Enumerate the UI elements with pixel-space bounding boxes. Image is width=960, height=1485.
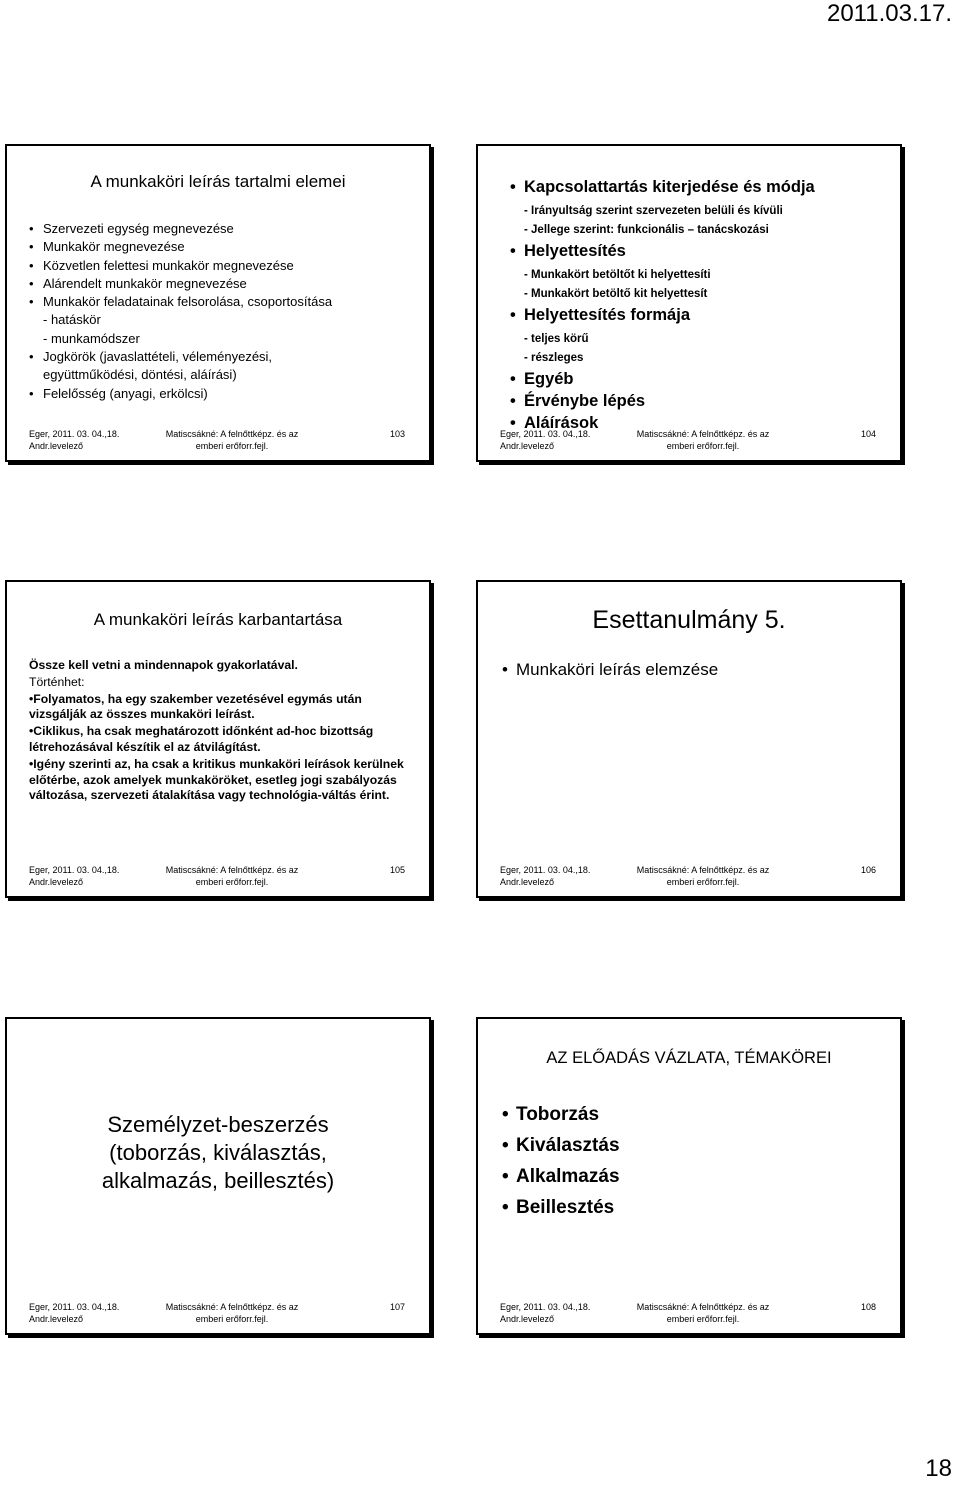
footer-date: Eger, 2011. 03. 04.,18. — [500, 865, 591, 875]
slide-number: 105 — [389, 865, 405, 875]
slide-title — [7, 1111, 429, 1195]
slide-title: AZ ELŐADÁS VÁZLATA, TÉMAKÖREI — [546, 1049, 832, 1067]
slide-footer — [478, 1301, 900, 1327]
title-line: alkalmazás, beillesztés) — [101, 1168, 335, 1193]
bullet-list — [516, 1099, 620, 1223]
slide-title: A munkaköri leírás karbantartása — [93, 610, 343, 629]
list-item: együttműködési, döntési, aláírási) — [43, 367, 237, 383]
slide-number: 104 — [860, 429, 876, 439]
list-subitem: - Irányultság szerint szervezeten belüli és kívüli — [524, 205, 783, 217]
list-subitem: - Jellege szerint: funkcionális – tanácskozási — [524, 224, 769, 236]
title-line: (toborzás, kiválasztás, — [109, 1140, 327, 1165]
footer-course: Andr.levelező — [500, 1314, 555, 1324]
slide-footer — [7, 1301, 429, 1327]
bullet-list — [43, 220, 423, 403]
list-item: • Aláírások — [524, 412, 894, 434]
footer-course: Andr.levelező — [500, 441, 555, 451]
footer-author: Matiscsákné: A felnőttképz. és az — [165, 865, 299, 875]
footer-date: Eger, 2011. 03. 04.,18. — [500, 429, 591, 439]
footer-course: Andr.levelező — [500, 877, 555, 887]
slide-number: 103 — [389, 429, 405, 439]
list-item: • Munkakör megnevezése — [43, 238, 423, 256]
footer-date: Eger, 2011. 03. 04.,18. — [29, 429, 120, 439]
list-item: • Érvénybe lépés — [524, 390, 894, 412]
list-item: • Egyéb — [524, 368, 894, 390]
title-line: Személyzet-beszerzés — [107, 1112, 329, 1137]
footer-date: Eger, 2011. 03. 04.,18. — [500, 1302, 591, 1312]
footer-course: Andr.levelező — [29, 877, 84, 887]
slide-body — [29, 658, 421, 805]
page-number: 18 — [925, 1455, 952, 1482]
footer-date: Eger, 2011. 03. 04.,18. — [29, 865, 120, 875]
footer-subject: emberi erőforr.fejl. — [666, 441, 740, 451]
footer-author: Matiscsákné: A felnőttképz. és az — [636, 429, 770, 439]
slide-number: 108 — [860, 1302, 876, 1312]
bullet-list — [516, 660, 718, 680]
slide-108 — [476, 1017, 902, 1335]
page-date: 2011.03.17. — [826, 0, 952, 27]
slide-106 — [476, 580, 902, 898]
list-item: • Alárendelt munkakör megnevezése — [43, 275, 423, 293]
slide-footer — [478, 428, 900, 454]
paragraph: Össze kell vetni a mindennapok gyakorlatával. — [29, 658, 298, 672]
list-subitem: - Munkakört betöltő kit helyettesít — [524, 288, 708, 300]
list-item: • Helyettesítés — [524, 240, 894, 262]
list-item: • Kapcsolattartás kiterjedése és módja — [524, 176, 894, 198]
slide-footer — [7, 864, 429, 890]
footer-subject: emberi erőforr.fejl. — [195, 1314, 269, 1324]
list-subitem: - Munkakört betöltőt ki helyettesíti — [524, 269, 711, 281]
slide-title: Esettanulmány 5. — [592, 606, 786, 634]
list-item: - munkamódszer — [43, 330, 140, 346]
slide-body — [524, 176, 894, 434]
slide-103 — [5, 144, 431, 462]
paragraph: •Igény szerinti az, ha csak a kritikus munkaköri leírások kerülnek előtérbe, azok amelyek munkaköröket, esetleg jogi szabályozás változása, szervezeti átalakítása vagy technológia-váltás érint. — [29, 756, 404, 803]
footer-subject: emberi erőforr.fejl. — [666, 877, 740, 887]
footer-author: Matiscsákné: A felnőttképz. és az — [165, 1302, 299, 1312]
list-item: • Munkaköri leírás elemzése — [516, 660, 718, 680]
slide-footer — [478, 864, 900, 890]
list-subitem: - részleges — [524, 352, 584, 364]
paragraph: •Folyamatos, ha egy szakember vezetésével egymás után vizsgálják az összes munkaköri leírást. — [29, 691, 362, 722]
list-item: • Kiválasztás — [516, 1130, 620, 1161]
list-subitem: - teljes körű — [524, 333, 589, 345]
list-item: • Beillesztés — [516, 1192, 620, 1223]
slide-104 — [476, 144, 902, 462]
slide-number: 106 — [860, 865, 876, 875]
list-item: • Munkakör feladatainak felsorolása, csoportosítása — [43, 293, 423, 311]
slide-105 — [5, 580, 431, 898]
footer-author: Matiscsákné: A felnőttképz. és az — [165, 429, 299, 439]
list-item: • Alkalmazás — [516, 1161, 620, 1192]
list-item: • Jogkörök (javaslattételi, véleményezési, — [43, 348, 423, 366]
footer-course: Andr.levelező — [29, 1314, 84, 1324]
footer-author: Matiscsákné: A felnőttképz. és az — [636, 865, 770, 875]
slide-title: A munkaköri leírás tartalmi elemei — [90, 172, 346, 191]
slide-107 — [5, 1017, 431, 1335]
footer-subject: emberi erőforr.fejl. — [666, 1314, 740, 1324]
slide-footer — [7, 428, 429, 454]
footer-subject: emberi erőforr.fejl. — [195, 441, 269, 451]
footer-author: Matiscsákné: A felnőttképz. és az — [636, 1302, 770, 1312]
list-item: • Felelősség (anyagi, erkölcsi) — [43, 385, 423, 403]
paragraph: •Ciklikus, ha csak meghatározott időnként ad-hoc bizottság létrehozásával készítik el az átvilágítást. — [29, 724, 374, 754]
footer-subject: emberi erőforr.fejl. — [195, 877, 269, 887]
paragraph: Történhet: — [29, 674, 85, 689]
list-item: • Toborzás — [516, 1099, 620, 1130]
slide-number: 107 — [389, 1302, 405, 1312]
list-item: • Közvetlen felettesi munkakör megnevezése — [43, 257, 423, 275]
footer-course: Andr.levelező — [29, 441, 84, 451]
footer-date: Eger, 2011. 03. 04.,18. — [29, 1302, 120, 1312]
list-item: - hatáskör — [43, 312, 101, 328]
list-item: • Szervezeti egység megnevezése — [43, 220, 423, 238]
list-item: • Helyettesítés formája — [524, 304, 894, 326]
